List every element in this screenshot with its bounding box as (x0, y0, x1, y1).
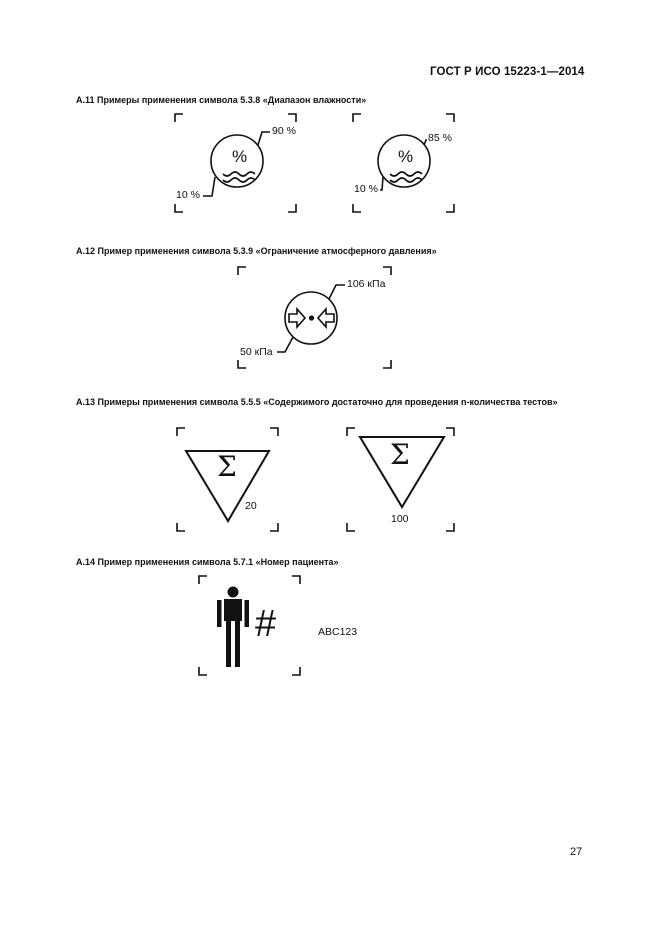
caption-a11: А.11 Примеры применения символа 5.3.8 «Диапазон влажности» (76, 95, 367, 105)
humidity-lower-limit: 10 % (176, 189, 200, 201)
pressure-upper-limit: 106 кПа (347, 278, 386, 290)
corner-marks-a14 (199, 576, 300, 675)
pressure-dot-icon (309, 315, 314, 320)
humidity-lower-limit: 10 % (354, 183, 378, 195)
page-number: 27 (570, 846, 583, 858)
humidity-upper-limit: 85 % (428, 132, 452, 144)
tests-count: 20 (245, 500, 257, 512)
hash-symbol: # (255, 603, 277, 645)
percent-symbol: % (398, 147, 414, 166)
patient-id: ABC123 (318, 626, 358, 638)
caption-a13: А.13 Примеры применения символа 5.5.5 «Содержимого достаточно для проведения n-количества тестов» (76, 397, 558, 407)
sigma-symbol: Σ (390, 438, 410, 471)
tests-count: 100 (391, 513, 409, 525)
humidity-upper-limit: 90 % (272, 125, 296, 137)
pressure-lower-limit: 50 кПа (240, 346, 273, 358)
percent-symbol: % (232, 147, 248, 166)
document-header: ГОСТ Р ИСО 15223-1—2014 (430, 66, 585, 78)
person-icon (217, 587, 249, 668)
caption-a14: А.14 Пример применения символа 5.7.1 «Номер пациента» (76, 557, 339, 567)
caption-a12: А.12 Пример применения символа 5.3.9 «Ограничение атмосферного давления» (76, 246, 437, 256)
sigma-symbol: Σ (217, 450, 237, 483)
